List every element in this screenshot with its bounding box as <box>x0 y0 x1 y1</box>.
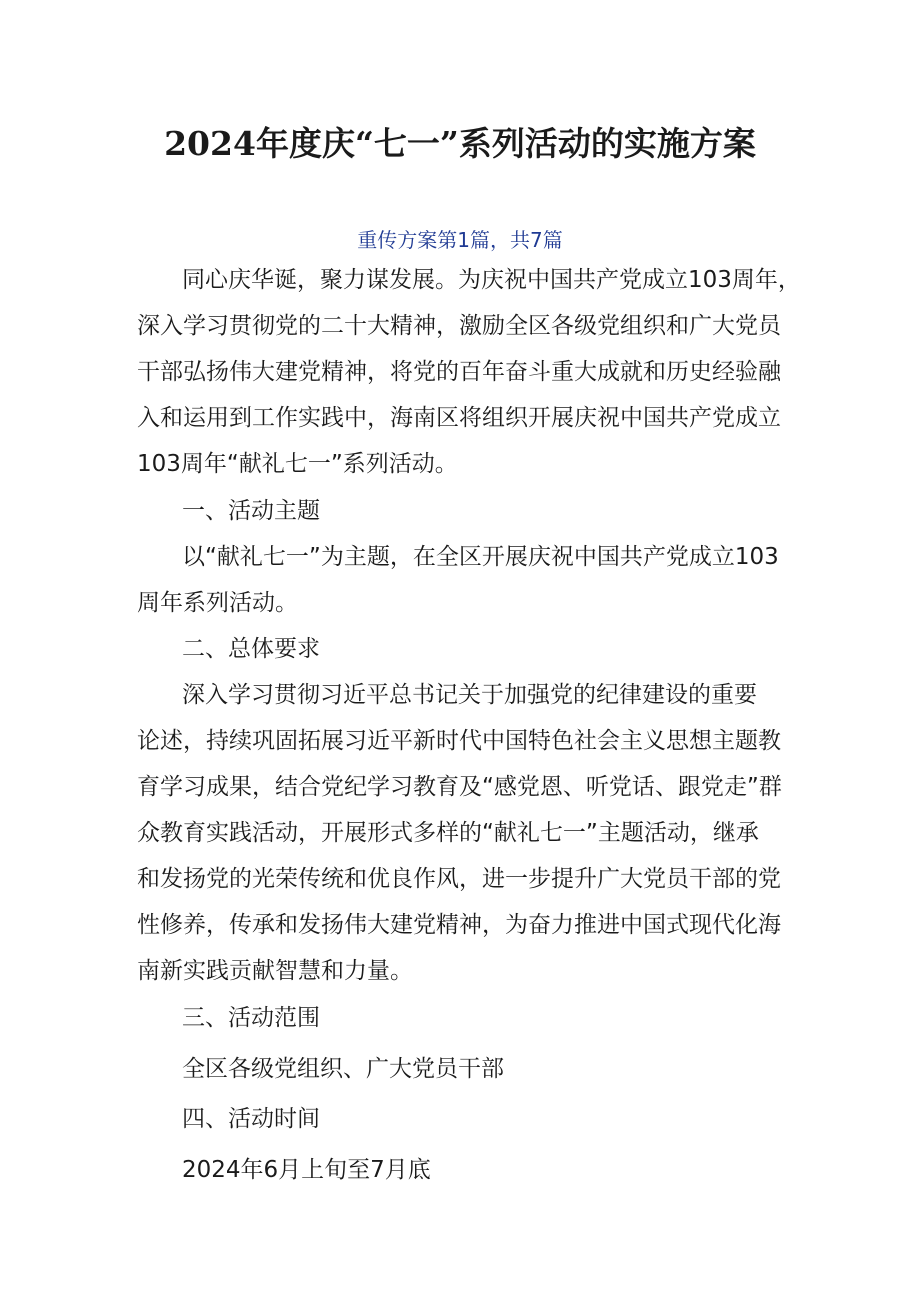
section-line: 育学习成果，结合党纪学习教育及“感党恩、听党话、跟党走”群 <box>137 774 782 800</box>
section-line: 和发扬党的光荣传统和优良作风，进一步提升广大党员干部的党 <box>137 866 781 892</box>
section-heading: 二、总体要求 <box>182 636 320 662</box>
section-line: 性修养，传承和发扬伟大建党精神，为奋力推进中国式现代化海 <box>137 912 781 938</box>
section-line: 南新实践贡献智慧和力量。 <box>137 958 413 984</box>
intro-line: 同心庆华诞，聚力谋发展。为庆祝中国共产党成立103周年， <box>182 267 801 293</box>
section-heading: 一、活动主题 <box>182 498 320 524</box>
section-heading: 三、活动范围 <box>182 1005 320 1031</box>
section-line: 全区各级党组织、广大党员干部 <box>182 1056 504 1082</box>
section-line: 众教育实践活动，开展形式多样的“献礼七一”主题活动，继承 <box>137 820 759 846</box>
document-title: 2024年度庆“七一”系列活动的实施方案 <box>164 124 756 163</box>
intro-line: 干部弘扬伟大建党精神，将党的百年奋斗重大成就和历史经验融 <box>137 359 781 385</box>
intro-line: 103周年“献礼七一”系列活动。 <box>137 451 458 477</box>
intro-line: 入和运用到工作实践中，海南区将组织开展庆祝中国共产党成立 <box>137 405 781 431</box>
section-heading: 四、活动时间 <box>182 1106 320 1132</box>
section-line: 以“献礼七一”为主题，在全区开展庆祝中国共产党成立103 <box>182 544 779 570</box>
section-line: 论述，持续巩固拓展习近平新时代中国特色社会主义思想主题教 <box>137 728 781 754</box>
intro-line: 深入学习贯彻党的二十大精神，激励全区各级党组织和广大党员 <box>137 313 781 339</box>
document-subtitle: 重传方案第1篇，共7篇 <box>357 228 563 252</box>
section-line: 2024年6月上旬至7月底 <box>182 1157 431 1183</box>
section-line: 深入学习贯彻习近平总书记关于加强党的纪律建设的重要 <box>182 682 757 708</box>
section-line: 周年系列活动。 <box>137 590 298 616</box>
